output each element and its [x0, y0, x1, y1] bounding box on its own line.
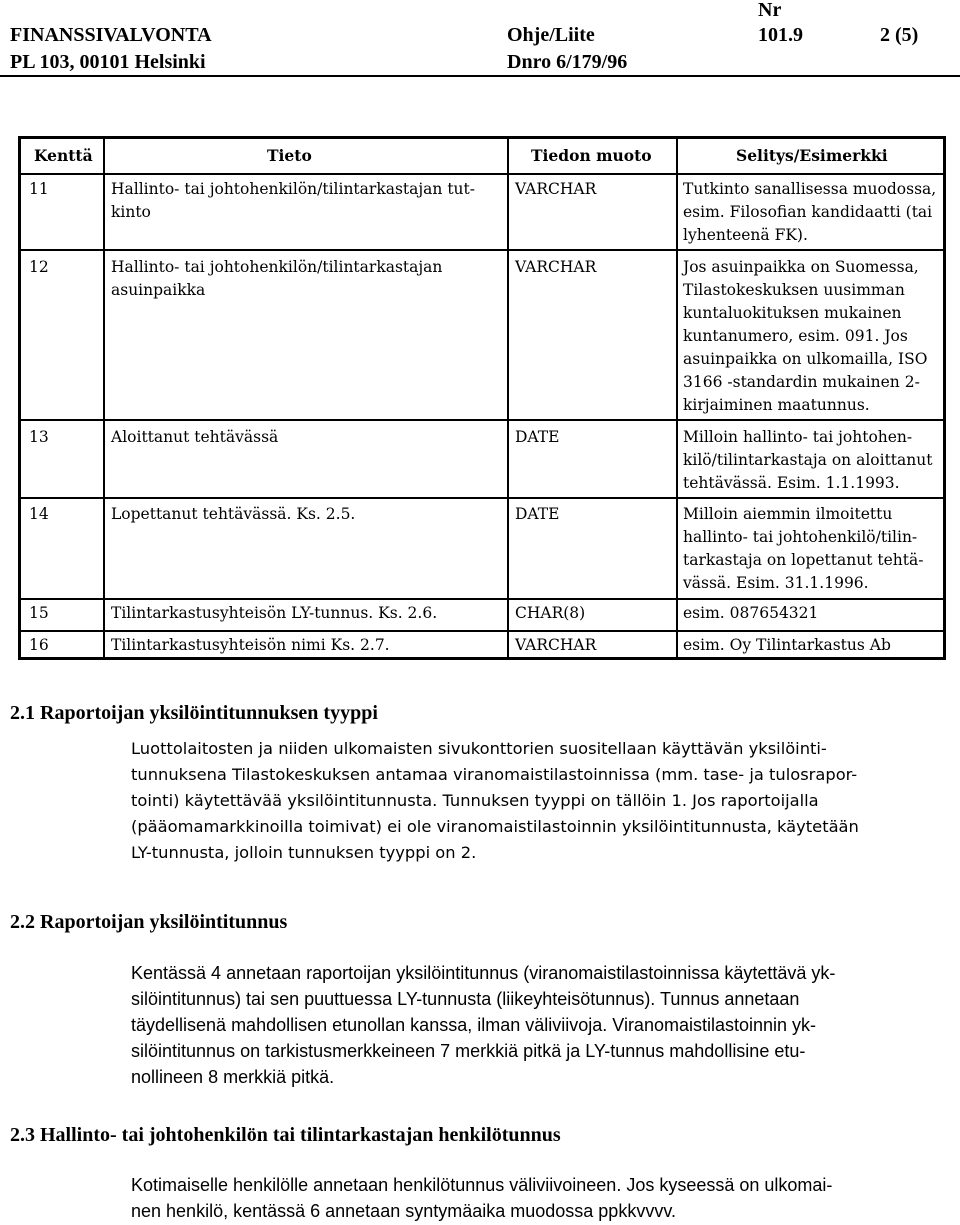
table-cell-tieto: Aloittanut tehtävässä [111, 428, 279, 446]
table-cell-selitys: Jos asuinpaikka on Suomessa, Tilastokeskuksen uusimman kuntaluokituksen mukainen kuntanumero, esim. 091. Jos asuinpaikka on ulkomailla, ISO 3166 -standardin mukainen 2- kirjaiminen maatunnus. [683, 258, 928, 414]
table-cell-muoto: VARCHAR [515, 636, 597, 654]
section-heading-2-2: 2.2 Raportoijan yksilöintitunnus [10, 911, 288, 933]
table-cell-tieto: Lopettanut tehtävässä. Ks. 2.5. [111, 505, 356, 523]
row-divider [21, 497, 943, 499]
page-number: 2 (5) [880, 24, 919, 46]
column-header-kentta: Kenttä [34, 146, 93, 165]
nr-value: 101.9 [758, 24, 803, 46]
column-divider [676, 139, 678, 657]
table-cell-selitys: esim. 087654321 [683, 604, 819, 622]
row-divider [21, 249, 943, 251]
section-text-2-1: Luottolaitosten ja niiden ulkomaisten sivukonttorien suositellaan käyttävän yksilöinti- tunnuksena Tilastokeskuksen antamaa viranomaistilastoinnissa (mm. tase- ja tulosrapor- tointi) käytettävää yksilöintitunnusta. Tunnuksen tyyppi on tällöin 1. Jos raportoijalla (pääomamarkkinoilla toimivat) ei ole viranomaistilastoinnin yksilöintitunnusta, käytetään LY-tunnusta, jolloin tunnuksen tyyppi on 2. [131, 739, 859, 862]
table-cell-selitys: Milloin hallinto- tai johtohen- kilö/tilintarkastaja on aloittanut tehtävässä. Esim. 1.1.1993. [683, 428, 933, 492]
table-cell-field-number: 11 [29, 180, 49, 198]
table-cell-tieto: Hallinto- tai johtohenkilön/tilintarkastajan asuinpaikka [111, 258, 443, 299]
nr-label: Nr [758, 0, 782, 21]
table-cell-selitys: Tutkinto sanallisessa muodossa, esim. Filosofian kandidaatti (tai lyhenteenä FK). [683, 180, 937, 244]
section-text-2-2: Kentässä 4 annetaan raportoijan yksilöintitunnus (viranomaistilastoinnissa käytettävä yk- silöintitunnus) tai sen puuttuessa LY-tunnusta (liikeyhteisötunnus). Tunnus annetaan täydellisenä mahdollisen etunollan kanssa, ilman väliviivoja. Viranomaistilastoinnin yk- silöintitunnus on tarkistusmerkkeineen 7 merkkiä pitkä ja LY-tunnus mahdollisine etu- nollineen 8 merkkiä pitkä. [131, 963, 836, 1087]
table-cell-tieto: Hallinto- tai johtohenkilön/tilintarkastajan tut- kinto [111, 180, 476, 221]
column-divider [507, 139, 509, 657]
table-cell-field-number: 16 [29, 636, 49, 654]
organization-name: FINANSSIVALVONTA [10, 24, 212, 46]
table-cell-selitys: Milloin aiemmin ilmoitettu hallinto- tai johtohenkilö/tilin- tarkastaja on lopettanut tehtä- vässä. Esim. 31.1.1996. [683, 505, 924, 592]
document-type: Ohje/Liite [507, 24, 595, 46]
row-divider [21, 630, 943, 632]
row-divider [21, 598, 943, 600]
table-cell-field-number: 14 [29, 505, 49, 523]
column-header-tieto: Tieto [267, 146, 312, 165]
table-cell-tieto: Tilintarkastusyhteisön nimi Ks. 2.7. [111, 636, 390, 654]
table-cell-muoto: DATE [515, 505, 560, 523]
table-cell-selitys: esim. Oy Tilintarkastus Ab [683, 636, 891, 654]
column-header-tiedon-muoto: Tiedon muoto [531, 146, 652, 165]
table-cell-muoto: VARCHAR [515, 180, 597, 198]
section-heading-2-1: 2.1 Raportoijan yksilöintitunnuksen tyyppi [10, 702, 378, 724]
table-cell-muoto: VARCHAR [515, 258, 597, 276]
section-text-2-3: Kotimaiselle henkilölle annetaan henkilötunnus väliviivoineen. Jos kyseessä on ulkomai- nen henkilö, kentässä 6 annetaan syntymäaika muodossa ppkkvvvv. [131, 1175, 833, 1221]
column-header-selitys: Selitys/Esimerkki [736, 146, 888, 165]
section-heading-2-3: 2.3 Hallinto- tai johtohenkilön tai tilintarkastajan henkilötunnus [10, 1124, 561, 1146]
row-divider [21, 173, 943, 175]
table-cell-tieto: Tilintarkastusyhteisön LY-tunnus. Ks. 2.6. [111, 604, 438, 622]
table-cell-field-number: 13 [29, 428, 49, 446]
table-cell-field-number: 12 [29, 258, 49, 276]
field-table [18, 136, 946, 660]
table-cell-muoto: CHAR(8) [515, 604, 586, 622]
table-cell-muoto: DATE [515, 428, 560, 446]
column-divider [103, 139, 105, 657]
header-divider [0, 75, 960, 77]
organization-address: PL 103, 00101 Helsinki [10, 51, 206, 73]
table-cell-field-number: 15 [29, 604, 49, 622]
document-number: Dnro 6/179/96 [507, 51, 628, 73]
row-divider [21, 419, 943, 421]
